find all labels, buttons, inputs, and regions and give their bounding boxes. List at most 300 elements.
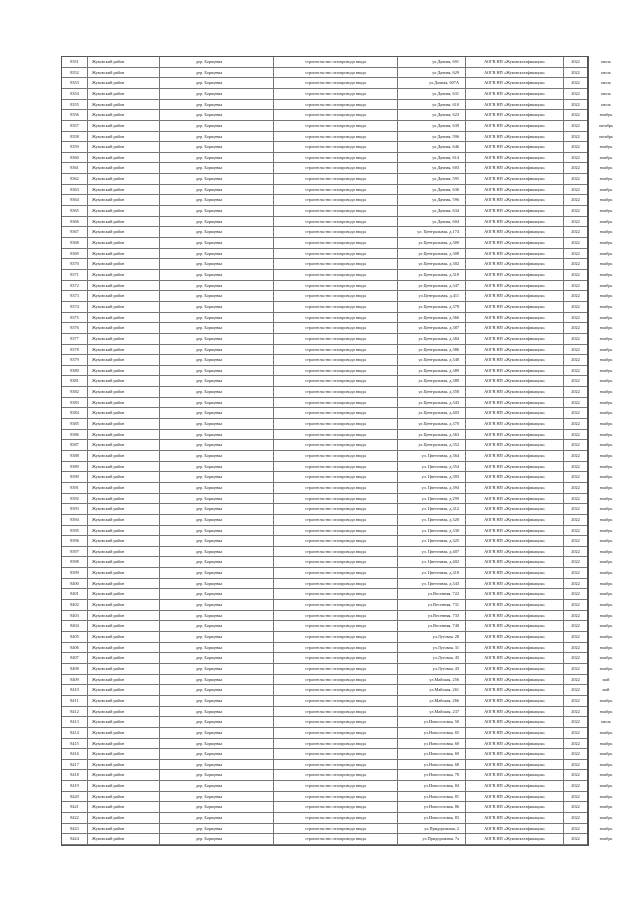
table-cell: строительство газопровода ввода xyxy=(274,387,398,397)
table-cell: Жуковский район xyxy=(88,675,160,685)
table-cell: 8398 xyxy=(62,557,88,567)
table-cell: 8423 xyxy=(62,824,88,834)
table-cell: 2022 xyxy=(571,282,580,288)
table-row xyxy=(62,132,614,143)
table-row xyxy=(62,408,613,419)
table-cell: Жуковский район xyxy=(88,185,160,195)
table-cell: АОГВ НП «Жуковскгазфикация» xyxy=(466,376,564,386)
table-cell: ноябрь xyxy=(599,314,613,320)
table-cell: дер. Борщевка xyxy=(160,813,274,823)
table-cell: Жуковский район xyxy=(88,504,160,514)
table-row xyxy=(62,696,613,707)
table-cell: 8394 xyxy=(62,515,88,525)
table-cell: 8422 xyxy=(62,813,88,823)
table-cell: АОГВ НП «Жуковскгазфикация» xyxy=(466,270,564,280)
table-cell: АОГВ НП «Жуковскгазфикация» xyxy=(466,419,564,429)
table-row xyxy=(62,770,613,781)
table-cell: ул.Центральная, д.387 xyxy=(398,323,466,333)
table-cell: АОГВ НП «Жуковскгазфикация» xyxy=(466,345,564,355)
table-cell: ноябрь xyxy=(599,421,613,427)
table-cell: АОГВ НП «Жуковскгазфикация» xyxy=(466,142,564,152)
table-cell: Жуковский район xyxy=(88,281,160,291)
table-cell: АОГВ НП «Жуковскгазфикация» xyxy=(466,526,564,536)
table-cell: АОГВ НП «Жуковскгазфикация» xyxy=(466,259,564,269)
table-row xyxy=(62,270,613,281)
table-cell: строительство газопровода ввода xyxy=(274,227,398,237)
table-cell: 8418 xyxy=(62,770,88,780)
table-cell: Жуковский район xyxy=(88,600,160,610)
table-row xyxy=(62,355,613,366)
table-cell: АОГВ НП «Жуковскгазфикация» xyxy=(466,664,564,674)
table-cell: 8407 xyxy=(62,653,88,663)
table-cell: Жуковский район xyxy=(88,345,160,355)
table-cell: 2022 xyxy=(571,474,580,480)
table-cell: 8389 xyxy=(62,462,88,472)
table-cell: 8420 xyxy=(62,792,88,802)
table-cell: 2022 xyxy=(571,761,580,767)
table-cell: Жуковский район xyxy=(88,568,160,578)
table-cell: АОГВ НП «Жуковскгазфикация» xyxy=(466,217,564,227)
table-row xyxy=(62,781,613,792)
table-cell: ноябрь xyxy=(599,463,613,469)
table-cell: Жуковский район xyxy=(88,717,160,727)
table-cell: АОГВ НП «Жуковскгазфикация» xyxy=(466,185,564,195)
table-cell: Жуковский район xyxy=(88,153,160,163)
table-cell: ноябрь xyxy=(599,665,613,671)
table-cell: Жуковский район xyxy=(88,579,160,589)
table-cell: строительство газопровода ввода xyxy=(274,376,398,386)
table-cell: ноябрь xyxy=(599,165,613,171)
table-row xyxy=(62,163,613,174)
table-cell: Жуковский район xyxy=(88,728,160,738)
table-row xyxy=(62,227,613,238)
table-cell: 8411 xyxy=(62,696,88,706)
table-cell: ноябрь xyxy=(599,453,613,458)
table-cell: ноябрь xyxy=(599,783,613,789)
table-cell: дер. Борщевка xyxy=(160,430,274,440)
table-cell: ноябрь xyxy=(599,282,613,288)
table-cell: 8387 xyxy=(62,440,88,450)
table-row xyxy=(62,834,613,845)
table-cell: строительство газопровода ввода xyxy=(274,142,398,152)
table-cell: строительство газопровода ввода xyxy=(274,57,398,67)
table-cell: ул.Весенняя, 740 xyxy=(398,621,466,631)
table-cell: 2022 xyxy=(571,740,580,746)
table-row xyxy=(62,334,613,345)
table-row xyxy=(62,462,613,473)
table-cell: 8410 xyxy=(62,685,88,695)
table-row xyxy=(62,472,613,483)
table-cell: АОГВ НП «Жуковскгазфикация» xyxy=(466,728,564,738)
table-cell: ноябрь xyxy=(599,527,613,533)
table-cell: строительство газопровода ввода xyxy=(274,302,398,312)
table-cell: дер. Борщевка xyxy=(160,270,274,280)
table-cell: 8354 xyxy=(62,89,88,99)
table-cell: 8368 xyxy=(62,238,88,248)
table-cell: АОГВ НП «Жуковскгазфикация» xyxy=(466,568,564,578)
table-cell: ноябрь xyxy=(599,378,613,384)
table-cell: 2022 xyxy=(571,112,580,118)
table-cell: строительство газопровода ввода xyxy=(274,89,398,99)
table-cell: 8421 xyxy=(62,802,88,812)
table-cell: Жуковский район xyxy=(88,100,160,110)
table-row xyxy=(62,387,613,398)
table-cell: ноябрь xyxy=(599,399,613,405)
table-row xyxy=(62,323,613,334)
table-cell: ноябрь xyxy=(599,271,613,277)
table-cell: 8378 xyxy=(62,345,88,355)
table-cell: 2022 xyxy=(571,431,580,437)
table-cell: ул.Новоселовая, 86 xyxy=(398,802,466,812)
table-cell: ул.Новоселовая, 65 xyxy=(398,728,466,738)
table-cell: АОГВ НП «Жуковскгазфикация» xyxy=(466,717,564,727)
table-cell: Жуковский район xyxy=(88,536,160,546)
table-cell: ноябрь xyxy=(599,495,613,501)
table-row xyxy=(62,217,613,228)
table-row xyxy=(62,345,613,356)
table-cell: АОГВ НП «Жуковскгазфикация» xyxy=(466,68,564,78)
table-cell: Жуковский район xyxy=(88,313,160,323)
table-cell: строительство газопровода ввода xyxy=(274,217,398,227)
table-cell: ноябрь xyxy=(599,442,613,448)
table-cell: июль xyxy=(601,69,611,75)
table-cell: АОГВ НП «Жуковскгазфикация» xyxy=(466,749,564,759)
table-cell: ул. Цветочная, д.354 xyxy=(398,462,466,472)
table-row xyxy=(62,100,611,111)
table-cell: 2022 xyxy=(571,772,580,778)
table-cell: 8402 xyxy=(62,600,88,610)
table-cell: Жуковский район xyxy=(88,770,160,780)
table-cell: 2022 xyxy=(571,90,580,96)
table-cell: строительство газопровода ввода xyxy=(274,504,398,514)
table-cell: строительство газопровода ввода xyxy=(274,174,398,184)
table-cell: дер. Борщевка xyxy=(160,589,274,599)
table-row xyxy=(62,121,614,132)
table-cell: Жуковский район xyxy=(88,78,160,88)
table-cell: ноябрь xyxy=(599,208,613,214)
table-cell: ул. Цветочная, д.318 xyxy=(398,568,466,578)
table-cell: 8395 xyxy=(62,526,88,536)
table-cell: строительство газопровода ввода xyxy=(274,739,398,749)
table-cell: 8419 xyxy=(62,781,88,791)
table-cell: июль xyxy=(601,719,611,725)
table-cell: ноябрь xyxy=(599,261,613,267)
table-cell: строительство газопровода ввода xyxy=(274,728,398,738)
table-cell: 2022 xyxy=(571,612,580,618)
table-cell: Жуковский район xyxy=(88,238,160,248)
table-cell: АОГВ НП «Жуковскгазфикация» xyxy=(466,78,564,88)
table-cell: строительство газопровода ввода xyxy=(274,334,398,344)
table-cell: Жуковский район xyxy=(88,259,160,269)
table-cell: АОГВ НП «Жуковскгазфикация» xyxy=(466,387,564,397)
table-cell: АОГВ НП «Жуковскгазфикация» xyxy=(466,334,564,344)
table-cell: ул.Майская, 237 xyxy=(398,707,466,717)
table-cell: 8400 xyxy=(62,579,88,589)
table-cell: дер. Борщевка xyxy=(160,153,274,163)
table-cell: 8392 xyxy=(62,494,88,504)
table-cell: строительство газопровода ввода xyxy=(274,451,398,461)
table-cell: строительство газопровода ввода xyxy=(274,345,398,355)
table-cell: дер. Борщевка xyxy=(160,334,274,344)
table-cell: строительство газопровода ввода xyxy=(274,472,398,482)
table-cell: ул.Дачная, 607А xyxy=(398,78,466,88)
table-cell: 8383 xyxy=(62,398,88,408)
table-cell: ноябрь xyxy=(599,708,613,714)
table-cell: 2022 xyxy=(571,186,580,192)
table-cell: 2022 xyxy=(571,580,580,586)
table-cell: АОГВ НП «Жуковскгазфикация» xyxy=(466,792,564,802)
table-cell: АОГВ НП «Жуковскгазфикация» xyxy=(466,121,564,131)
table-row xyxy=(62,78,611,89)
table-cell: Жуковский район xyxy=(88,632,160,642)
table-cell: ноябрь xyxy=(599,655,613,661)
table-cell: строительство газопровода ввода xyxy=(274,696,398,706)
table-cell: строительство газопровода ввода xyxy=(274,802,398,812)
table-cell: 2022 xyxy=(571,602,580,608)
table-cell: 8415 xyxy=(62,739,88,749)
table-cell: строительство газопровода ввода xyxy=(274,78,398,88)
table-cell: Жуковский район xyxy=(88,302,160,312)
table-row xyxy=(62,302,613,313)
table-cell: ул.Луговая, 45 xyxy=(398,653,466,663)
table-cell: дер. Борщевка xyxy=(160,313,274,323)
table-cell: АОГВ НП «Жуковскгазфикация» xyxy=(466,472,564,482)
table-cell: строительство газопровода ввода xyxy=(274,483,398,493)
table-cell: строительство газопровода ввода xyxy=(274,685,398,695)
table-cell: АОГВ НП «Жуковскгазфикация» xyxy=(466,685,564,695)
table-cell: АОГВ НП «Жуковскгазфикация» xyxy=(466,227,564,237)
table-cell: июль xyxy=(601,59,611,64)
table-cell: Жуковский район xyxy=(88,526,160,536)
table-cell: ноябрь xyxy=(599,229,613,235)
table-cell: дер. Борщевка xyxy=(160,259,274,269)
table-cell: дер. Борщевка xyxy=(160,643,274,653)
table-cell: ул.Новоселовая, 50 xyxy=(398,717,466,727)
table-cell: АОГВ НП «Жуковскгазфикация» xyxy=(466,739,564,749)
table-cell: ноябрь xyxy=(599,697,613,703)
table-row xyxy=(62,291,613,302)
table-cell: 8370 xyxy=(62,259,88,269)
table-cell: дер. Борщевка xyxy=(160,770,274,780)
table-cell: ул.Центральная, д.366 xyxy=(398,313,466,323)
table-cell: 2022 xyxy=(571,676,580,682)
table-cell: 2022 xyxy=(571,697,580,703)
table-cell: ноябрь xyxy=(599,293,613,299)
table-cell: дер. Борщевка xyxy=(160,760,274,770)
table-cell: строительство газопровода ввода xyxy=(274,824,398,834)
table-row xyxy=(62,589,613,600)
table-cell: АОГВ НП «Жуковскгазфикация» xyxy=(466,760,564,770)
table-cell: ул.Новоселовая, 78 xyxy=(398,770,466,780)
table-cell: дер. Борщевка xyxy=(160,238,274,248)
table-cell: Жуковский район xyxy=(88,781,160,791)
table-cell: дер. Борщевка xyxy=(160,57,274,67)
table-cell: 2022 xyxy=(571,815,580,821)
table-cell: дер. Борщевка xyxy=(160,249,274,259)
table-cell: ноябрь xyxy=(599,250,613,256)
table-row xyxy=(62,813,613,824)
table-cell: ул.Дачная, 595 xyxy=(398,174,466,184)
table-cell: ноябрь xyxy=(599,538,613,544)
table-cell: дер. Борщевка xyxy=(160,100,274,110)
table-row xyxy=(62,675,610,686)
table-cell: строительство газопровода ввода xyxy=(274,611,398,621)
table-cell: ул.Луговая, 31 xyxy=(398,643,466,653)
table-cell: строительство газопровода ввода xyxy=(274,653,398,663)
table-cell: строительство газопровода ввода xyxy=(274,68,398,78)
table-cell: строительство газопровода ввода xyxy=(274,536,398,546)
table-cell: АОГВ НП «Жуковскгазфикация» xyxy=(466,547,564,557)
table-cell: строительство газопровода ввода xyxy=(274,462,398,472)
table-cell: ноябрь xyxy=(599,176,613,182)
table-cell: 2022 xyxy=(571,719,580,725)
table-cell: 8417 xyxy=(62,760,88,770)
table-cell: 2022 xyxy=(571,463,580,469)
table-cell: ул.Новоселовая, 84 xyxy=(398,781,466,791)
table-cell: ул. Центральная, д.174 xyxy=(398,227,466,237)
table-row xyxy=(62,440,613,451)
table-cell: Жуковский район xyxy=(88,462,160,472)
table-cell: 8357 xyxy=(62,121,88,131)
table-cell: Жуковский район xyxy=(88,217,160,227)
table-cell: 8408 xyxy=(62,664,88,674)
table-cell: строительство газопровода ввода xyxy=(274,579,398,589)
table-cell: ноябрь xyxy=(599,474,613,480)
table-cell: строительство газопровода ввода xyxy=(274,153,398,163)
table-cell: ул. Цветочная, д.407 xyxy=(398,547,466,557)
table-cell: АОГВ НП «Жуковскгазфикация» xyxy=(466,824,564,834)
table-cell: 2022 xyxy=(571,548,580,554)
table-cell: 8353 xyxy=(62,78,88,88)
table-row xyxy=(62,632,613,643)
table-cell: ул.Майская, 266 xyxy=(398,696,466,706)
table-row xyxy=(62,110,613,121)
table-cell: 2022 xyxy=(571,165,580,171)
table-cell: строительство газопровода ввода xyxy=(274,557,398,567)
table-cell: Жуковский район xyxy=(88,696,160,706)
table-cell: дер. Борщевка xyxy=(160,494,274,504)
table-cell: 8396 xyxy=(62,536,88,546)
table-cell: 2022 xyxy=(571,783,580,789)
table-cell: 8397 xyxy=(62,547,88,557)
table-cell: Жуковский район xyxy=(88,163,160,173)
table-cell: ул.Центральная, д.347 xyxy=(398,281,466,291)
table-cell: АОГВ НП «Жуковскгазфикация» xyxy=(466,781,564,791)
table-cell: 8401 xyxy=(62,589,88,599)
table-cell: дер. Борщевка xyxy=(160,739,274,749)
table-cell: 2022 xyxy=(571,410,580,416)
table-cell: АОГВ НП «Жуковскгазфикация» xyxy=(466,621,564,631)
table-cell: ноябрь xyxy=(599,634,613,640)
table-cell: 2022 xyxy=(571,378,580,384)
table-cell: строительство газопровода ввода xyxy=(274,526,398,536)
table-cell: ул.Дачная, 610 xyxy=(398,100,466,110)
table-cell: строительство газопровода ввода xyxy=(274,589,398,599)
table-cell: ноябрь xyxy=(599,825,613,831)
table-cell: Жуковский район xyxy=(88,589,160,599)
table-row xyxy=(62,685,610,696)
table-cell: 8369 xyxy=(62,249,88,259)
table-cell: ноябрь xyxy=(599,751,613,757)
table-cell: строительство газопровода ввода xyxy=(274,707,398,717)
table-row xyxy=(62,494,613,505)
table-cell: 8372 xyxy=(62,281,88,291)
table-row xyxy=(62,739,613,750)
table-cell: Жуковский район xyxy=(88,110,160,120)
table-cell: дер. Борщевка xyxy=(160,675,274,685)
table-cell: дер. Борщевка xyxy=(160,355,274,365)
table-cell: дер. Борщевка xyxy=(160,653,274,663)
table-cell: ноябрь xyxy=(599,144,613,150)
table-cell: АОГВ НП «Жуковскгазфикация» xyxy=(466,675,564,685)
table-cell: ул.Майская, 256 xyxy=(398,675,466,685)
table-cell: 2022 xyxy=(571,804,580,810)
table-cell: строительство газопровода ввода xyxy=(274,270,398,280)
table-cell: 8409 xyxy=(62,675,88,685)
table-row xyxy=(62,430,613,441)
table-cell: Жуковский район xyxy=(88,483,160,493)
table-cell: Жуковский район xyxy=(88,206,160,216)
table-cell: дер. Борщевка xyxy=(160,472,274,482)
table-cell: Жуковский район xyxy=(88,792,160,802)
table-cell: АОГВ НП «Жуковскгазфикация» xyxy=(466,813,564,823)
table-cell: ноябрь xyxy=(599,612,613,618)
table-cell: ноябрь xyxy=(599,580,613,586)
table-row xyxy=(62,249,613,260)
table-cell: дер. Борщевка xyxy=(160,408,274,418)
table-cell: строительство газопровода ввода xyxy=(274,249,398,259)
table-cell: 8376 xyxy=(62,323,88,333)
table-cell: ул.Весенняя, 722 xyxy=(398,589,466,599)
table-cell: ноябрь xyxy=(599,591,613,597)
table-cell: дер. Борщевка xyxy=(160,557,274,567)
table-cell: Жуковский район xyxy=(88,142,160,152)
table-cell: АОГВ НП «Жуковскгазфикация» xyxy=(466,557,564,567)
table-cell: дер. Борщевка xyxy=(160,227,274,237)
table-cell: 2022 xyxy=(571,421,580,427)
table-cell: ул.Дачная, 636 xyxy=(398,185,466,195)
table-cell: Жуковский район xyxy=(88,121,160,131)
table-row xyxy=(62,643,613,654)
table-cell: АОГВ НП «Жуковскгазфикация» xyxy=(466,323,564,333)
table-cell: дер. Борщевка xyxy=(160,504,274,514)
table-cell: ул.Дачная, 634 xyxy=(398,206,466,216)
table-cell: дер. Борщевка xyxy=(160,366,274,376)
table-cell: 8404 xyxy=(62,621,88,631)
table-cell: ноябрь xyxy=(599,357,613,363)
table-cell: АОГВ НП «Жуковскгазфикация» xyxy=(466,163,564,173)
table-cell: АОГВ НП «Жуковскгазфикация» xyxy=(466,653,564,663)
table-cell: АОГВ НП «Жуковскгазфикация» xyxy=(466,462,564,472)
table-cell: дер. Борщевка xyxy=(160,579,274,589)
table-cell: 2022 xyxy=(571,442,580,448)
table-cell: 2022 xyxy=(571,346,580,352)
table-cell: дер. Борщевка xyxy=(160,302,274,312)
table-cell: Жуковский район xyxy=(88,557,160,567)
table-cell: строительство газопровода ввода xyxy=(274,366,398,376)
table-cell: ул.Дачная, 631 xyxy=(398,89,466,99)
table-cell: ноябрь xyxy=(599,335,613,341)
table-cell: 2022 xyxy=(571,399,580,405)
table-cell: АОГВ НП «Жуковскгазфикация» xyxy=(466,600,564,610)
table-cell: ул. Цветочная, д.402 xyxy=(398,557,466,567)
table-cell: строительство газопровода ввода xyxy=(274,419,398,429)
table-cell: ул.Центральная, д.370 xyxy=(398,419,466,429)
table-cell: дер. Борщевка xyxy=(160,526,274,536)
table-cell: ул.Придорожная, 2 xyxy=(398,824,466,834)
table-cell: АОГВ НП «Жуковскгазфикация» xyxy=(466,100,564,110)
table-cell: 8424 xyxy=(62,834,88,844)
